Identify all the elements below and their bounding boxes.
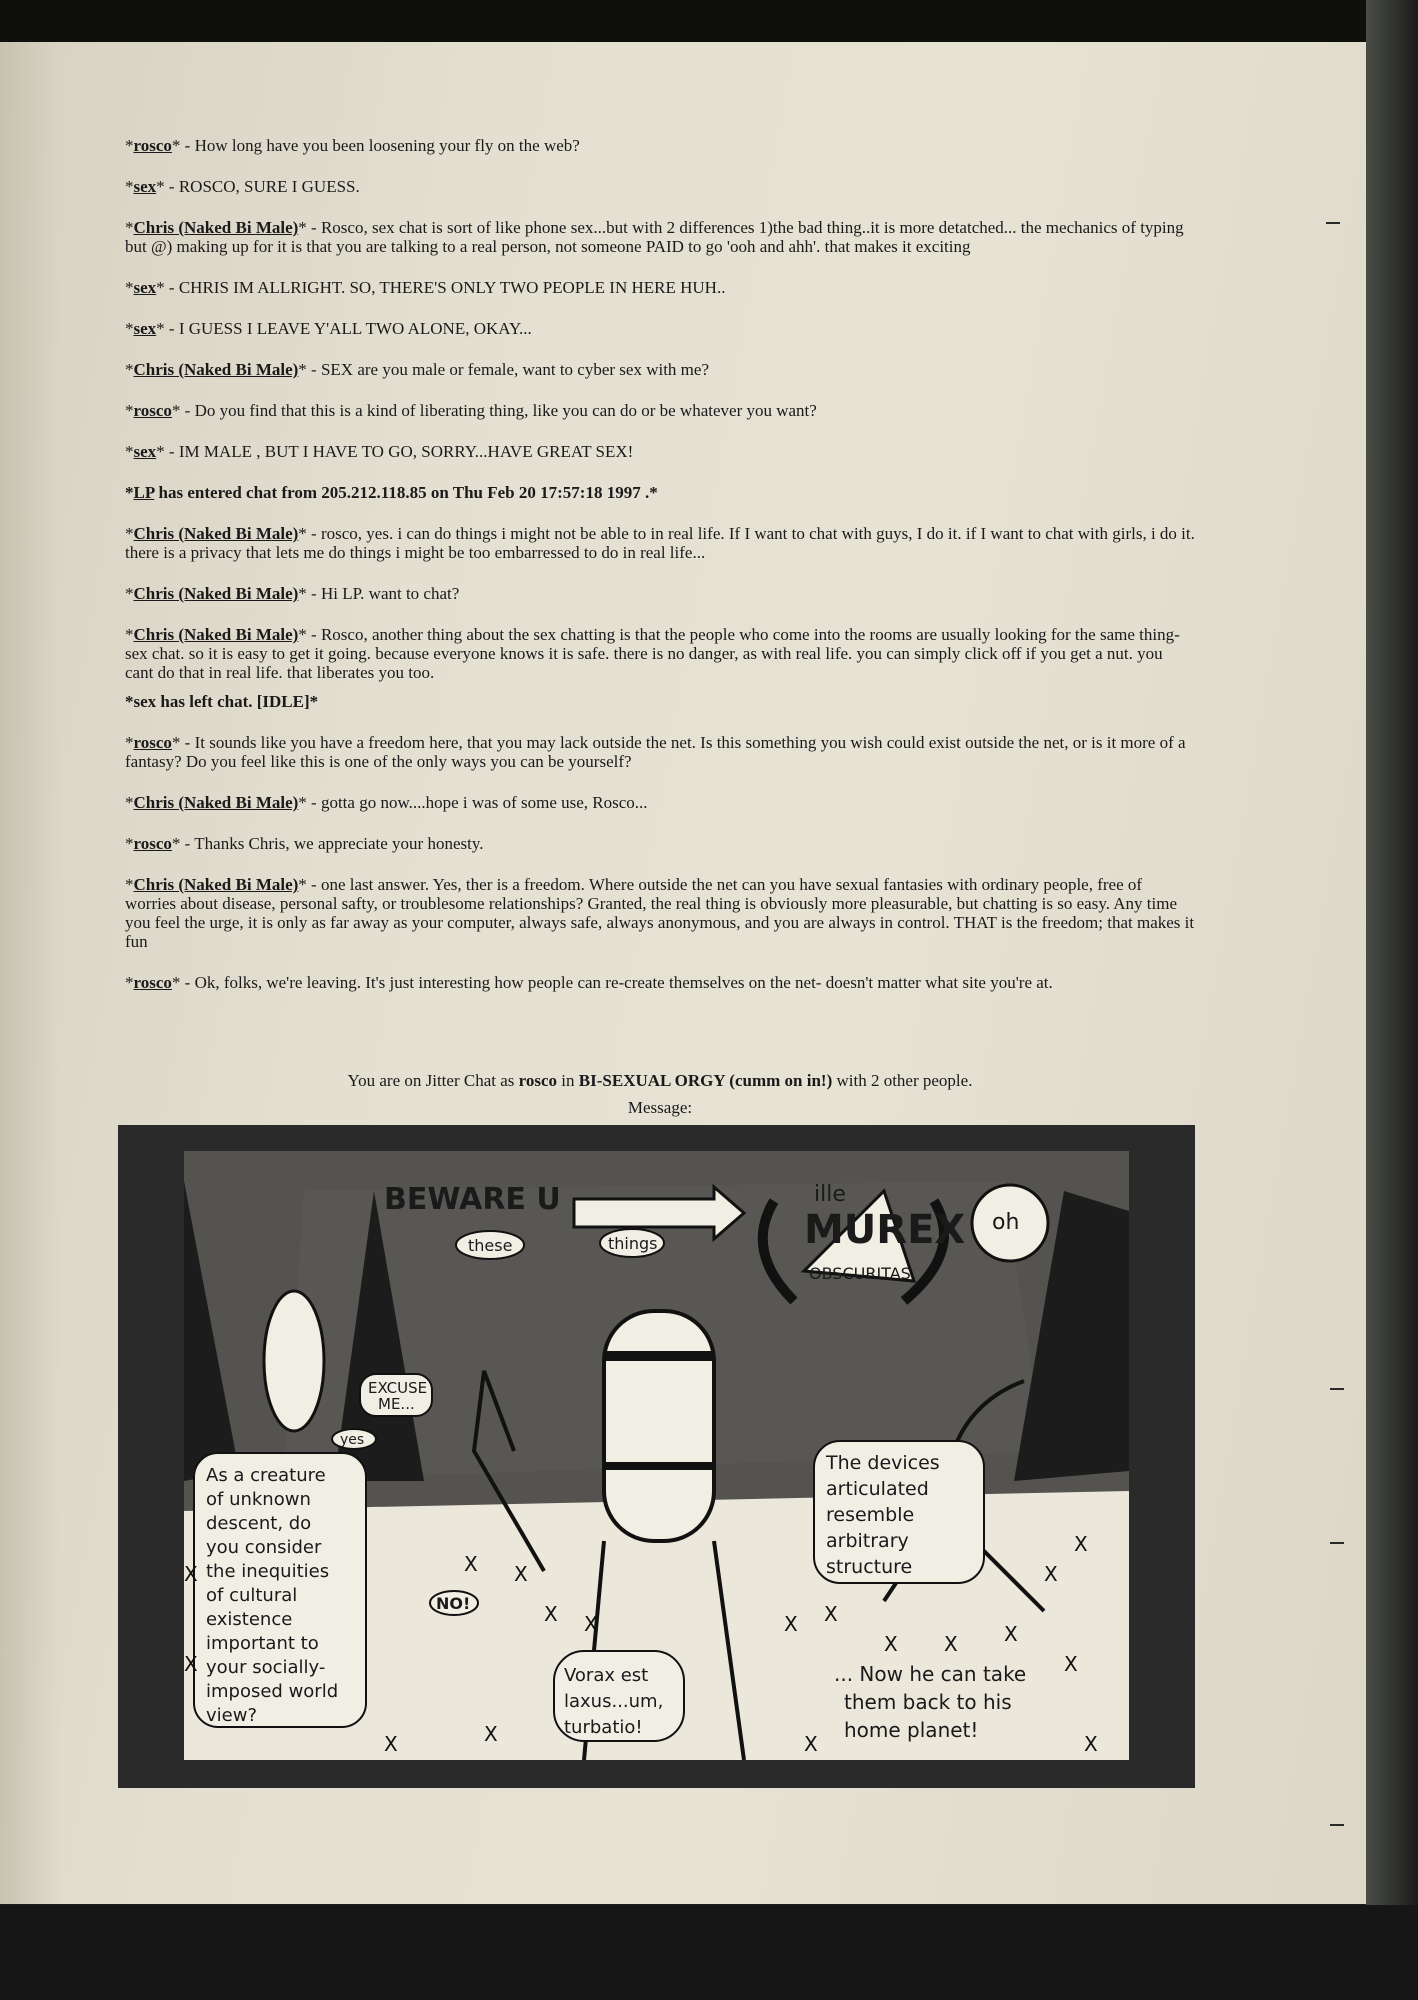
message-text: * - Ok, folks, we're leaving. It's just interesting how people can re-create themselves on the net- doesn't matter what site you're at. xyxy=(171,973,1053,992)
message-label: Message: xyxy=(627,1098,693,1117)
comic-illustration xyxy=(184,1151,1129,1760)
speaker-name: sex xyxy=(133,319,157,338)
chat-message xyxy=(125,875,1195,951)
devices-line: arbitrary xyxy=(826,1530,909,1552)
message-prefix: * xyxy=(125,319,134,338)
creature-line: descent, do xyxy=(206,1513,312,1534)
devices-line: articulated xyxy=(826,1478,929,1500)
message-text: * - Hi LP. want to chat? xyxy=(298,584,460,603)
message-prefix: * xyxy=(125,136,134,155)
chat-message xyxy=(125,401,1195,420)
chat-message xyxy=(125,793,1195,812)
speaker-name: sex xyxy=(133,442,157,461)
devices-line: The devices xyxy=(826,1452,940,1474)
chat-transcript xyxy=(125,136,1195,1014)
creature-line: you consider xyxy=(206,1537,322,1558)
speaker-name: rosco xyxy=(133,401,172,420)
scanner-background-top xyxy=(0,0,1418,48)
chat-message xyxy=(125,278,1195,297)
creature-line: As a creature xyxy=(206,1465,326,1486)
svg-text:X: X xyxy=(484,1722,498,1746)
message-prefix: * xyxy=(125,401,134,420)
status-suffix: with 2 other people. xyxy=(832,1071,973,1090)
svg-text:X: X xyxy=(1044,1562,1058,1586)
speaker-name: Chris (Naked Bi Male) xyxy=(133,360,299,379)
message-prefix: * xyxy=(125,360,134,379)
chat-message xyxy=(125,973,1195,992)
message-prefix: * xyxy=(125,278,134,297)
svg-text:X: X xyxy=(824,1602,838,1626)
svg-text:X: X xyxy=(944,1632,958,1656)
creature-line: the inequities xyxy=(206,1561,330,1582)
svg-text:X: X xyxy=(514,1562,528,1586)
speaker-name: Chris (Naked Bi Male) xyxy=(133,875,299,894)
message-text: * - one last answer. Yes, ther is a freedom. Where outside the net can you have sexual fantasies with ordinary people, free of worries about disease, personal safty, or troublesome relationships? Granted, the real thing is obviously more pleasurable, but chatting is so easy. Any time you feel the urge, it is only as far away as your computer, always safe, always anonymous, and you are always in control. THAT is the freedom; that makes it fun xyxy=(125,875,1195,951)
bubble-yes: yes xyxy=(340,1432,365,1448)
message-prefix: * xyxy=(125,442,134,461)
creature-line: view? xyxy=(206,1705,258,1726)
svg-text:X: X xyxy=(184,1562,198,1586)
chat-message xyxy=(125,483,1195,502)
creature-line: existence xyxy=(206,1609,293,1630)
title-text: MUREX xyxy=(804,1207,966,1253)
creature-line: of cultural xyxy=(206,1585,298,1606)
message-text: * - gotta go now....hope i was of some use, Rosco... xyxy=(298,793,648,812)
message-text: has entered chat from 205.212.118.85 on Thu Feb 20 17:57:18 1997 .* xyxy=(154,483,658,502)
chat-message xyxy=(125,692,1195,711)
message-prefix: * xyxy=(125,875,134,894)
svg-text:X: X xyxy=(184,1652,198,1676)
scanner-background-side xyxy=(1366,0,1418,2000)
edge-mark xyxy=(1330,1388,1344,1390)
speaker-name: rosco xyxy=(133,136,172,155)
planet-line: home planet! xyxy=(844,1718,979,1742)
creature-line: important to xyxy=(206,1633,319,1654)
planet-line: them back to his xyxy=(844,1690,1012,1714)
speaker-name: rosco xyxy=(133,733,172,752)
message-prefix: * xyxy=(125,625,134,644)
creature-line: imposed world xyxy=(206,1681,339,1702)
chat-message xyxy=(125,442,1195,461)
status-room: BI-SEXUAL ORGY (cumm on in!) xyxy=(578,1071,833,1090)
moon-text: oh xyxy=(992,1210,1020,1235)
edge-mark xyxy=(1330,1824,1344,1826)
speaker-name: rosco xyxy=(133,973,172,992)
message-prefix: * xyxy=(125,834,134,853)
svg-text:X: X xyxy=(884,1632,898,1656)
status-prefix: You are on Jitter Chat as xyxy=(347,1071,519,1090)
message-prefix: * xyxy=(125,483,134,502)
speaker-name: Chris (Naked Bi Male) xyxy=(133,625,299,644)
message-text: * - Do you find that this is a kind of liberating thing, like you can do or be whatever you want? xyxy=(171,401,817,420)
speaker-name: Chris (Naked Bi Male) xyxy=(133,524,299,543)
speaker-name: Chris (Naked Bi Male) xyxy=(133,584,299,603)
svg-text:X: X xyxy=(464,1552,478,1576)
creature-line: of unknown xyxy=(206,1489,311,1510)
speaker-name: Chris (Naked Bi Male) xyxy=(133,218,299,237)
edge-mark xyxy=(1326,222,1340,224)
message-prefix: * xyxy=(125,793,134,812)
bubble-these: these xyxy=(468,1236,513,1255)
chat-message xyxy=(125,834,1195,853)
title-small-text: ille xyxy=(814,1182,846,1207)
message-text: * - Rosco, another thing about the sex chatting is that the people who come into the rooms are usually looking for the same thing-sex chat. so it is easy to get it going. because everyone knows it is safe. there is no danger, as with real life. you can simply click off if you get a nut. you cant do that in real life. that liberates you too. xyxy=(125,625,1180,682)
message-text: * - Thanks Chris, we appreciate your honesty. xyxy=(171,834,484,853)
svg-text:X: X xyxy=(584,1612,598,1636)
svg-text:X: X xyxy=(1084,1732,1098,1756)
message-text: * - ROSCO, SURE I GUESS. xyxy=(156,177,360,196)
message-text: * - Rosco, sex chat is sort of like phone sex...but with 2 differences 1)the bad thing..it is more detatched... the mechanics of typing but @) making up for it is that you are talking to a real person, not someone PAID to go 'ooh and ahh'. that makes it exciting xyxy=(125,218,1184,256)
creature-line: your socially- xyxy=(206,1657,326,1678)
system-message-text: *sex has left chat. [IDLE]* xyxy=(125,692,319,711)
message-text: * - CHRIS IM ALLRIGHT. SO, THERE'S ONLY TWO PEOPLE IN HERE HUH.. xyxy=(156,278,726,297)
svg-text:X: X xyxy=(1064,1652,1078,1676)
speaker-name: LP xyxy=(133,483,155,502)
devices-line: resemble xyxy=(826,1504,915,1526)
subtitle-text: OBSCURITAS xyxy=(809,1264,911,1283)
chat-message xyxy=(125,319,1195,338)
bubble-no: NO! xyxy=(436,1594,471,1613)
svg-text:X: X xyxy=(1004,1622,1018,1646)
chat-message xyxy=(125,733,1195,771)
svg-text:X: X xyxy=(384,1732,398,1756)
planet-line: ... Now he can take xyxy=(834,1662,1027,1686)
message-text: * - I GUESS I LEAVE Y'ALL TWO ALONE, OKAY... xyxy=(156,319,532,338)
svg-text:X: X xyxy=(804,1732,818,1756)
vorax-line: laxus...um, xyxy=(564,1691,664,1712)
sign-left-text: BEWARE U xyxy=(384,1182,561,1217)
chat-message xyxy=(125,360,1195,379)
edge-mark xyxy=(1330,1542,1344,1544)
scanner-background-bottom xyxy=(0,1905,1418,2000)
chat-message xyxy=(125,524,1195,562)
speaker-name: sex xyxy=(133,177,157,196)
message-prefix: * xyxy=(125,733,134,752)
chat-message xyxy=(125,218,1195,256)
svg-text:X: X xyxy=(1074,1532,1088,1556)
bubble-things: things xyxy=(608,1234,658,1253)
message-prefix: * xyxy=(125,973,134,992)
message-prefix: * xyxy=(125,584,134,603)
chat-message xyxy=(125,625,1195,682)
vorax-line: turbatio! xyxy=(564,1717,643,1738)
chat-message xyxy=(125,136,1195,155)
message-text: * - It sounds like you have a freedom here, that you may lack outside the net. Is this something you wish could exist outside the net, or is it more of a fantasy? Do you feel like this is one of the only ways you can be yourself? xyxy=(125,733,1186,771)
message-prefix: * xyxy=(125,218,134,237)
svg-text:X: X xyxy=(784,1612,798,1636)
message-text: * - IM MALE , BUT I HAVE TO GO, SORRY...HAVE GREAT SEX! xyxy=(156,442,634,461)
speaker-name: sex xyxy=(133,278,157,297)
page-fold-shadow xyxy=(0,42,60,1904)
chat-message xyxy=(125,584,1195,603)
status-middle: in xyxy=(557,1071,579,1090)
status-user: rosco xyxy=(518,1071,558,1090)
speaker-name: Chris (Naked Bi Male) xyxy=(133,793,299,812)
devices-line: structure xyxy=(826,1556,913,1578)
chat-status-line xyxy=(125,1071,1195,1091)
comic-drawing xyxy=(184,1151,1129,1760)
svg-text:X: X xyxy=(544,1602,558,1626)
bubble-excuse-line: ME... xyxy=(378,1395,415,1413)
comic-illustration-frame xyxy=(118,1125,1195,1788)
message-prefix: * xyxy=(125,524,134,543)
speaker-name: rosco xyxy=(133,834,172,853)
bubble-excuse-line: EXCUSE xyxy=(368,1379,428,1397)
message-text: * - rosco, yes. i can do things i might not be able to in real life. If I want to chat with guys, I do it. if I want to chat with girls, i do it. there is a privacy that lets me do things i might be too embarressed to do in real life... xyxy=(125,524,1195,562)
vorax-line: Vorax est xyxy=(564,1665,649,1686)
message-text: * - SEX are you male or female, want to cyber sex with me? xyxy=(298,360,709,379)
message-text: * - How long have you been loosening your fly on the web? xyxy=(171,136,580,155)
message-prefix: * xyxy=(125,177,134,196)
chat-message xyxy=(125,177,1195,196)
